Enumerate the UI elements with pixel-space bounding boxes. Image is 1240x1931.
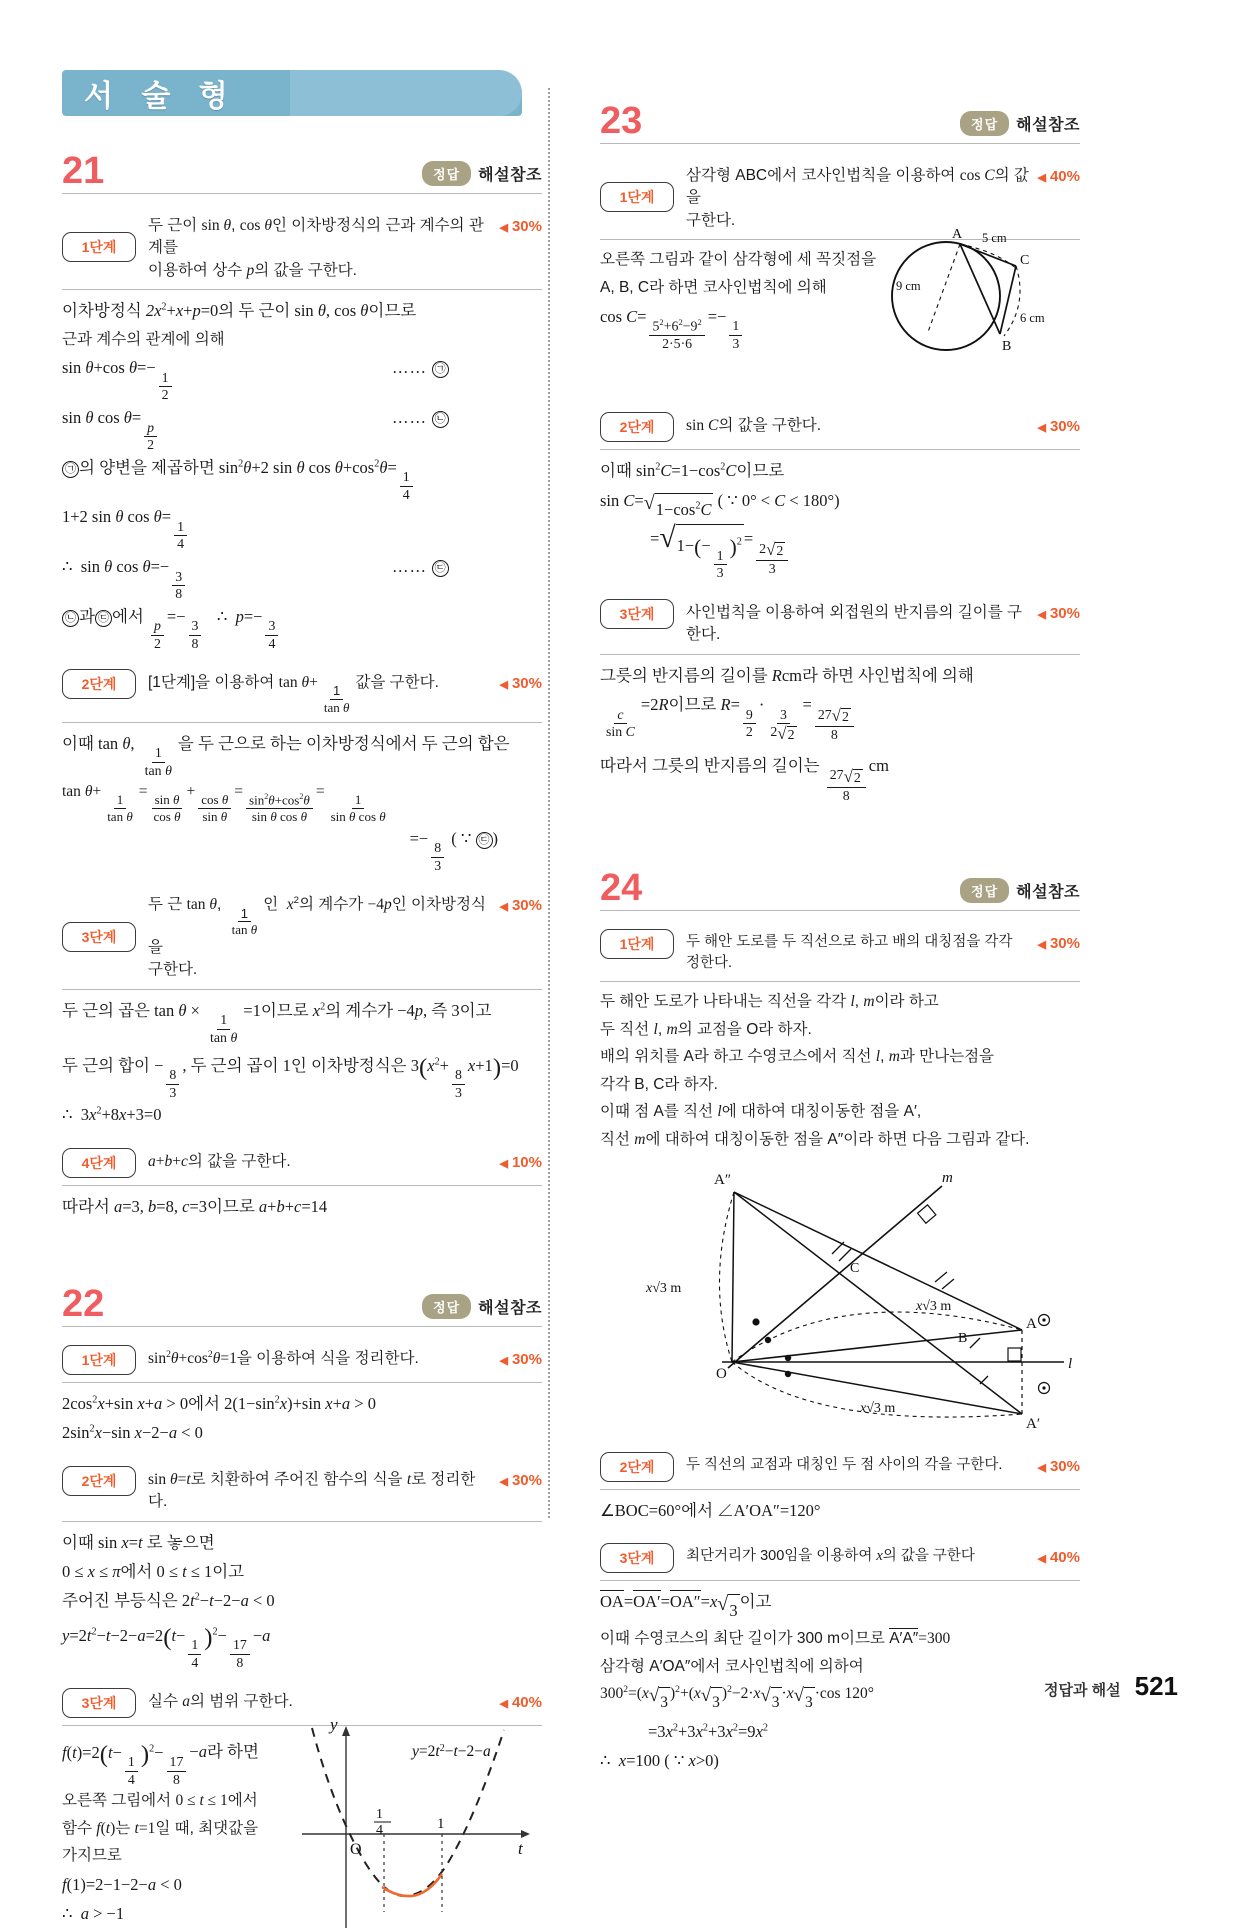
math-line: f(1)=2−1−2−a < 0 (62, 1874, 182, 1894)
step-badge: 3단계 (600, 1543, 674, 1573)
math-line: sin θ cos θ= $\frac{p}{2}$ …… ㉡ (62, 403, 542, 453)
problem-21-answer (422, 161, 542, 190)
problem-23-step-2 (600, 406, 1080, 450)
problem-21-body-2 (62, 729, 542, 874)
step-badge: 3단계 (62, 1688, 136, 1718)
problem-24-answer (960, 878, 1080, 907)
math-line: 따라서 그릇의 반지름의 길이는 27 √ 2 8 cm (600, 755, 889, 803)
vertex-label-b: B (1002, 339, 1012, 355)
problem-21-header (62, 142, 542, 194)
point-label-b: B (958, 1330, 968, 1346)
math-line: 이차방정식 $2x^2+x+p=0$의 두 근이 sin θ, cos θ이므로 (62, 301, 417, 321)
problem-22-header (62, 1275, 542, 1327)
math-line: $300^2=(x$ √ 3 )$^2$+(x √ 3 )$^2$−2·x √ 3 ·x √ 3 ·cos 120° (600, 1680, 1080, 1716)
problem-23-step-3 (600, 593, 1080, 655)
curve-equation-label: $y=2t^2-t-2-a$ (412, 1743, 491, 1761)
problem-23-number: 23 (600, 100, 643, 142)
step-badge: 1단계 (62, 232, 136, 262)
problem-22-answer (422, 1294, 542, 1323)
problem-24-body-3 (600, 1587, 1080, 1776)
problem-21-step-3 (62, 885, 542, 989)
step-percent: ◀ 30% (1037, 935, 1080, 953)
step-description: 두 직선의 교점과 대칭인 두 점 사이의 각을 구한다. (686, 1456, 1003, 1473)
problem-22-body-3 (62, 1715, 542, 1928)
math-line: = √ 1−(− $\frac{1}{3}$ )$^2$ = 2 √ 2 3 (600, 524, 1080, 581)
math-line: ∴ sin θ cos θ=− $\frac{3}{8}$ …… ㉢ (62, 552, 542, 602)
reflection-figure (646, 1162, 1080, 1434)
tick-label-quarter: 1 (376, 1807, 383, 1823)
step-percent: ◀ 30% (499, 675, 542, 693)
problem-24 (600, 859, 1080, 1775)
answer-text: 해설참조 (478, 1300, 542, 1317)
math-line: 이때 수영코스의 최단 길이가 300 m이므로 A′A″=300 (600, 1630, 951, 1648)
problem-24-step-3 (600, 1537, 1080, 1581)
problem-21-step-4 (62, 1142, 542, 1186)
problem-21-step-1 (62, 206, 542, 290)
math-line: tan θ+ $\frac{1}{\text{tan θ}}$ = $\frac{\text{sin θ}}{\text{cos θ}}$ + $\frac{\text{cos θ}}{\text{sin θ}}$ = $\frac{\sin^2\theta+\cos^2\theta}{\text{sin θ cos θ}}$ = $\frac{1}{\text{sin θ cos θ}}$ (62, 783, 386, 825)
problem-24-step-2 (600, 1446, 1080, 1490)
problem-23-answer (960, 111, 1080, 140)
problem-23-header (600, 92, 1080, 144)
problem-21 (62, 142, 542, 1221)
svg-text:4: 4 (376, 1823, 383, 1839)
step-badge: 3단계 (600, 599, 674, 629)
answer-chip: 정답 (422, 161, 471, 186)
step-badge: 4단계 (62, 1148, 136, 1178)
math-line: 두 근의 곱은 tan θ × $\frac{1}{\text{tan θ}}$ =1이므로 $x^2$의 계수가 −4p, 즉 3이고 (62, 1000, 492, 1046)
problem-21-step-2 (62, 663, 542, 722)
side-label-ac: 5 cm (982, 231, 1007, 246)
math-line: ∠BOC=60°에서 ∠A′OA″=120° (600, 1500, 821, 1520)
problem-22 (62, 1275, 542, 1929)
math-line: 함수 f(t)는 t=1일 때, 최댓값을 (62, 1819, 259, 1837)
math-line: sin θ+cos θ=− $\frac{1}{2}$ …… ㉠ (62, 353, 542, 403)
eq-ref: …… ㉡ (392, 403, 449, 432)
length-label-2: x√3 m (916, 1298, 952, 1314)
math-line: 주어진 부등식은 $2t^2-t-2-a < 0$ (62, 1591, 275, 1611)
step-description: 실수 a의 범위 구한다. (148, 1693, 293, 1711)
math-line: 오른쪽 그림과 같이 삼각형에 세 꼭짓점을 (600, 251, 877, 269)
problem-21-body-4 (62, 1192, 542, 1221)
step-percent: ◀ 30% (499, 897, 542, 915)
line-label-m: m (942, 1169, 953, 1186)
answer-text: 해설참조 (1016, 884, 1080, 902)
math-line: 배의 위치를 A라 하고 수영코스에서 직선 l, m과 만나는점을 (600, 1048, 995, 1066)
page-footer (1044, 1671, 1178, 1702)
math-line: 이때 점 A를 직선 l에 대하여 대칭이동한 점을 A′, (600, 1103, 922, 1121)
circle-triangle-figure (868, 224, 1080, 364)
step-description: 두 해안 도로를 두 직선으로 하고 배의 대칭점을 각각 정한다. (686, 934, 1013, 972)
right-column (600, 70, 1080, 1776)
math-line: $=3x^2+3x^2+3x^2=9x^2$ (648, 1721, 768, 1741)
problem-22-body-1 (62, 1389, 542, 1448)
answer-chip: 정답 (960, 878, 1009, 903)
eq-ref: …… ㉢ (392, 552, 449, 581)
vertex-label-c: C (1020, 253, 1030, 269)
problem-23-body-1 (600, 227, 1080, 366)
problem-21-number: 21 (62, 150, 105, 192)
math-line: 가지므로 (62, 1847, 122, 1865)
step-percent: ◀ 40% (499, 1694, 542, 1712)
math-line: 두 해안 도로가 나타내는 직선을 각각 l, m이라 하고 (600, 993, 939, 1011)
problem-24-body-1 (600, 988, 1080, 1153)
problem-24-header (600, 859, 1080, 911)
step-badge: 2단계 (62, 1466, 136, 1496)
step-percent: ◀ 40% (1037, 168, 1080, 185)
step-description: 최단거리가 300임을 이용하여 x의 값을 구한다 (686, 1547, 975, 1564)
step-percent: ◀ 30% (1037, 604, 1080, 622)
parabola-figure (294, 1716, 542, 1931)
math-line: 각각 B, C라 하자. (600, 1075, 718, 1093)
math-line: =− $\frac{8}{3}$ ( ∵ ㉢ ) (409, 828, 498, 873)
eq-ref: …… ㉠ (392, 353, 449, 382)
math-line: ∴ $3x^2+8x+3=0$ (62, 1105, 162, 1125)
math-line: $y=2t^2-t-2-a=2(t-$ $\frac{1}{4}$ )$^2$− $\frac{17}{8}$ −a (62, 1623, 271, 1670)
math-line: sin C= √ $1-\cos^2C$ ( ∵ 0° < C < 180°) (600, 486, 1080, 524)
step-percent: ◀ 10% (499, 1153, 542, 1171)
line-label-l: l (1068, 1355, 1073, 1372)
step-description: [1단계]을 이용하여 tan θ+ $\frac{1}{\text{tan θ}}$ 값을 구한다. (148, 674, 439, 716)
point-label-a1: A′ (1026, 1415, 1041, 1432)
problem-22-step-1 (62, 1339, 542, 1383)
step-badge: 3단계 (62, 922, 136, 952)
step-badge: 2단계 (600, 412, 674, 442)
step-description: 두 근이 sin θ, cos θ인 이차방정식의 근과 계수의 관계를 이용하여 상수 p의 값을 구한다. (148, 217, 484, 279)
step-percent: ◀ 40% (1037, 1548, 1080, 1566)
math-line: $2\cos^2x+\sin$ x+a > 0에서 $2(1-\sin^2x)+\sin$ x+a > 0 (62, 1394, 376, 1413)
step-badge: 1단계 (62, 1345, 136, 1375)
math-line: 두 직선 l, m의 교점을 O라 하자. (600, 1020, 812, 1038)
answer-text: 해설참조 (1016, 117, 1080, 134)
side-label-ab: 9 cm (896, 279, 921, 294)
step-description: 사인법칙을 이용하여 외접원의 반지름의 길이를 구한다. (686, 603, 1022, 644)
math-line: $2\sin^2x-\sin$ x−2−a < 0 (62, 1423, 203, 1443)
column-divider (548, 88, 550, 1518)
math-line: $\frac{c}{\text{sin C}}$ =2R이므로 R= $\frac{9}{2}$ · 3 2 √ 2 = 27 √ 2 8 (600, 690, 1080, 743)
problem-23 (600, 92, 1080, 803)
problem-24-number: 24 (600, 867, 643, 910)
step-badge: 1단계 (600, 182, 674, 212)
axis-label-t: t (518, 1839, 523, 1859)
math-line: 이때 $\sin^2C=1-\cos^2C$이므로 (600, 461, 785, 481)
math-line: ∴ x=100 ( ∵ x>0) (600, 1751, 719, 1771)
side-label-bc: 6 cm (1020, 311, 1045, 326)
vertex-label-a: A (952, 227, 963, 243)
step-percent: ◀ 30% (1037, 418, 1080, 436)
math-line: ㉠ 의 양변을 제곱하면 $\sin^2\theta+2$ sin θ $\cos \theta+\cos^2\theta=$ $\frac{1}{4}$ (62, 453, 542, 503)
math-line: 이때 sin x=t 로 놓으면 (62, 1532, 215, 1552)
step-description: sin θ=t로 치환하여 주어진 함수의 식을 t로 정리한다. (148, 1470, 476, 1511)
left-column (62, 70, 542, 1929)
step-percent: ◀ 30% (499, 1351, 542, 1368)
answer-chip: 정답 (960, 111, 1009, 136)
step-percent: ◀ 30% (499, 218, 542, 235)
step-badge: 1단계 (600, 929, 674, 959)
math-line: 그릇의 반지름의 길이를 Rcm라 하면 사인법칙에 의해 (600, 665, 974, 685)
math-line: 이때 tan θ, $\frac{1}{\text{tan θ}}$ 을 두 근으로 하는 이차방정식에서 두 근의 합은 (62, 733, 510, 778)
math-line: OA=OA′=OA″=x √ 3 이고 (600, 1587, 1080, 1625)
point-label-a2: A″ (714, 1171, 732, 1188)
math-line: 직선 m에 대하여 대칭이동한 점을 A″이라 하면 다음 그림과 같다. (600, 1131, 1030, 1149)
point-label-o: O (716, 1365, 727, 1382)
problem-22-number: 22 (62, 1283, 105, 1325)
point-label-c: C (850, 1260, 860, 1276)
origin-label: O (350, 1841, 362, 1859)
math-line: cos C= $\frac{5^2+6^2-9^2}{2\cdot 5\cdot 6}$ =− $\frac{1}{3}$ (600, 302, 1080, 352)
math-line: 0 ≤ x ≤ π에서 0 ≤ t ≤ 1이고 (62, 1562, 245, 1582)
step-description: sin C의 값을 구한다. (686, 417, 822, 435)
section-banner-label: 서 술 형 (84, 80, 238, 113)
footer-page-number: 521 (1134, 1671, 1178, 1701)
answer-chip: 정답 (422, 1294, 471, 1319)
axis-label-y: y (330, 1715, 338, 1735)
step-badge: 2단계 (62, 669, 136, 699)
step-description: 두 근 tan θ, $\frac{1}{\text{tan θ}}$ 인 $x^2$의 계수가 −4p인 이차방정식을 구한다. (148, 895, 486, 979)
problem-22-body-2 (62, 1528, 542, 1671)
math-line: A, B, C라 하면 코사인법칙에 의해 (600, 278, 827, 296)
math-line: ㉡ 과 ㉢ 에서 $\frac{p}{2}$ =− $\frac{3}{8}$ ∴ p=− $\frac{3}{4}$ (62, 602, 542, 652)
footer-label: 정답과 해설 (1043, 1682, 1121, 1699)
tick-label-one: 1 (437, 1816, 445, 1833)
problem-23-body-2 (600, 456, 1080, 580)
math-line: f(t)=2(t− $\frac{1}{4}$ )$^2$− $\frac{17}{8}$ −a라 하면 (62, 1740, 259, 1787)
math-line: 1+2 sin θ cos θ= $\frac{1}{4}$ (62, 502, 542, 552)
problem-24-body-2 (600, 1496, 1080, 1525)
step-percent: ◀ 30% (1037, 1457, 1080, 1475)
length-label-1: x√3 m (646, 1280, 682, 1296)
step-badge: 2단계 (600, 1452, 674, 1482)
step-percent: ◀ 30% (499, 1471, 542, 1489)
math-line: 근과 계수의 관계에 의해 (62, 330, 225, 348)
math-line: 삼각형 A′OA″에서 코사인법칙에 의하여 (600, 1657, 864, 1675)
step-description: 삼각형 ABC에서 코사인법칙을 이용하여 cos C의 값을 구한다. (686, 167, 1029, 229)
problem-24-step-1 (600, 923, 1080, 982)
problem-21-body (62, 296, 542, 651)
math-line: ∴ a > −1 (62, 1904, 125, 1924)
math-line: 오른쪽 그림에서 0 ≤ t ≤ 1에서 (62, 1792, 258, 1810)
section-banner (62, 70, 522, 116)
math-line: 두 근의 합이 − $\frac{8}{3}$ , 두 근의 곱이 1인 이차방정식은 $3(x^2+$ $\frac{8}{3}$ x+1)=0 (62, 1053, 519, 1100)
problem-23-body-3 (600, 661, 1080, 803)
step-description: a+b+c의 값을 구한다. (148, 1152, 291, 1170)
length-label-3: x√3 m (860, 1400, 896, 1416)
point-label-a: A (1026, 1315, 1037, 1332)
math-line: 따라서 a=3, b=8, c=3이므로 a+b+c=14 (62, 1196, 328, 1216)
answer-text: 해설참조 (478, 167, 542, 184)
step-description: $\sin^2\theta+\cos^2\theta=1$을 이용하여 식을 정리한다. (148, 1349, 419, 1368)
problem-21-body-3 (62, 996, 542, 1130)
problem-22-step-2 (62, 1460, 542, 1522)
